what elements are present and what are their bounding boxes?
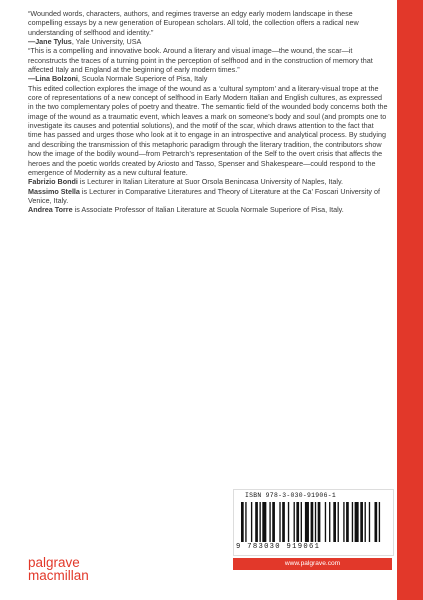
barcode-bar: [262, 502, 266, 542]
barcode-bar: [311, 502, 314, 542]
barcode-bar: [296, 502, 299, 542]
barcode-bar: [343, 502, 344, 542]
publisher-name-line1: palgrave: [28, 555, 80, 570]
isbn-label: ISBN 978-3-030-91906-1: [245, 492, 336, 499]
barcode-bar: [355, 502, 359, 542]
quote-text: “This is a compelling and innovative book. Around a literary and visual image—the wound, the scar—it reconstructs the traces of a turning point in the perception of selfhood and in the construction of memory that affected Italy and England at the beginning of early modern times.”: [28, 46, 373, 75]
editor-bio: Andrea Torre is Associate Professor of Italian Literature at Scuola Normale Superiore of Pisa, Italy.: [28, 205, 344, 215]
barcode-bar: [318, 502, 321, 542]
barcode-bar: [294, 502, 295, 542]
barcode-number: 9 783030 919061: [236, 543, 321, 551]
barcode-bar: [346, 502, 349, 542]
quote-author: —Lina Bolzoni: [28, 74, 78, 84]
barcode-bar: [365, 502, 366, 542]
barcode-bar: [259, 502, 260, 542]
publisher-url[interactable]: www.palgrave.com: [233, 558, 392, 570]
barcode-bar: [255, 502, 258, 542]
barcode-bar: [272, 502, 275, 542]
editor-name: Fabrizio Bondi: [28, 177, 78, 187]
book-description: This edited collection explores the image of the wound as a ‘cultural symptom’ and a literary-visual trope at the core of representations of a new concept of selfhood in Early Modern Italian and English cultures, as expressed in the two complementary poles of poetry and theatre. The semantic field of the wounded body concerns both the image of the wound as a traumatic event, which leaves a mark on someone’s body and soul (and prompts one to investigate its causes and potential solutions), and the motif of the scar, which draws attention to the fact that time has passed and urges those who look at it to engage in an introspective and analytical process. By studying and describing the transmission of this metaphoric paradigm through the literary tradition, the contributors show how the image of the bodily wound—from Petrarch’s representation of the Self to the overt crisis that affects the heroes and the poetic worlds created by Ariosto and Tasso, Spenser and Shakespeare—could respond to the emergence of Modernity as a new cultural feature.: [28, 83, 388, 177]
barcode-bar: [282, 502, 285, 542]
editor-bio: Fabrizio Bondi is Lecturer in Italian Literature at Suor Orsola Benincasa University of Naples, Italy.: [28, 177, 344, 187]
barcode-bar: [329, 502, 330, 542]
barcode-bar: [301, 502, 302, 542]
barcode-bar: [325, 502, 326, 542]
red-spine-band: [397, 0, 423, 600]
barcode-bar: [305, 502, 309, 542]
barcode-bar: [279, 502, 280, 542]
editor-bio: Massimo Stella is Lecturer in Comparative Literatures and Theory of Literature at the Ca’ Foscari University of Venice, Italy.: [28, 186, 380, 205]
barcode-bar: [360, 502, 363, 542]
barcode-bar: [379, 502, 380, 542]
barcode-bar: [241, 502, 244, 542]
barcode-bar: [333, 502, 336, 542]
barcode-bar: [251, 502, 252, 542]
barcode-bar: [338, 502, 339, 542]
publisher-logo: [28, 556, 89, 582]
quote-text: “Wounded words, characters, authors, and regimes traverse an edgy early modern landscape in these compelling essays by a new generation of European scholars. All told, the collection offers a radical new understanding of selfhood and identity.”: [28, 9, 359, 37]
endorsement-quote-1: [28, 9, 388, 46]
barcode-bar: [245, 502, 246, 542]
cover-text: [28, 9, 388, 215]
quote-affiliation: , Scuola Normale Superiore of Pisa, Italy: [77, 74, 208, 84]
barcode-icon: [241, 502, 383, 542]
barcode-bar: [374, 502, 377, 542]
barcode-bar: [269, 502, 270, 542]
editor-name: Andrea Torre: [28, 205, 73, 215]
barcode-bar: [315, 502, 316, 542]
barcode-bar: [352, 502, 353, 542]
editor-name: Massimo Stella: [28, 186, 80, 196]
barcode-bar: [288, 502, 289, 542]
endorsement-quote-2: [28, 46, 388, 83]
quote-author: —Jane Tylus: [28, 37, 72, 47]
barcode-bar: [369, 502, 370, 542]
quote-affiliation: , Yale University, USA: [71, 37, 142, 47]
publisher-name-line2: macmillan: [28, 568, 89, 583]
